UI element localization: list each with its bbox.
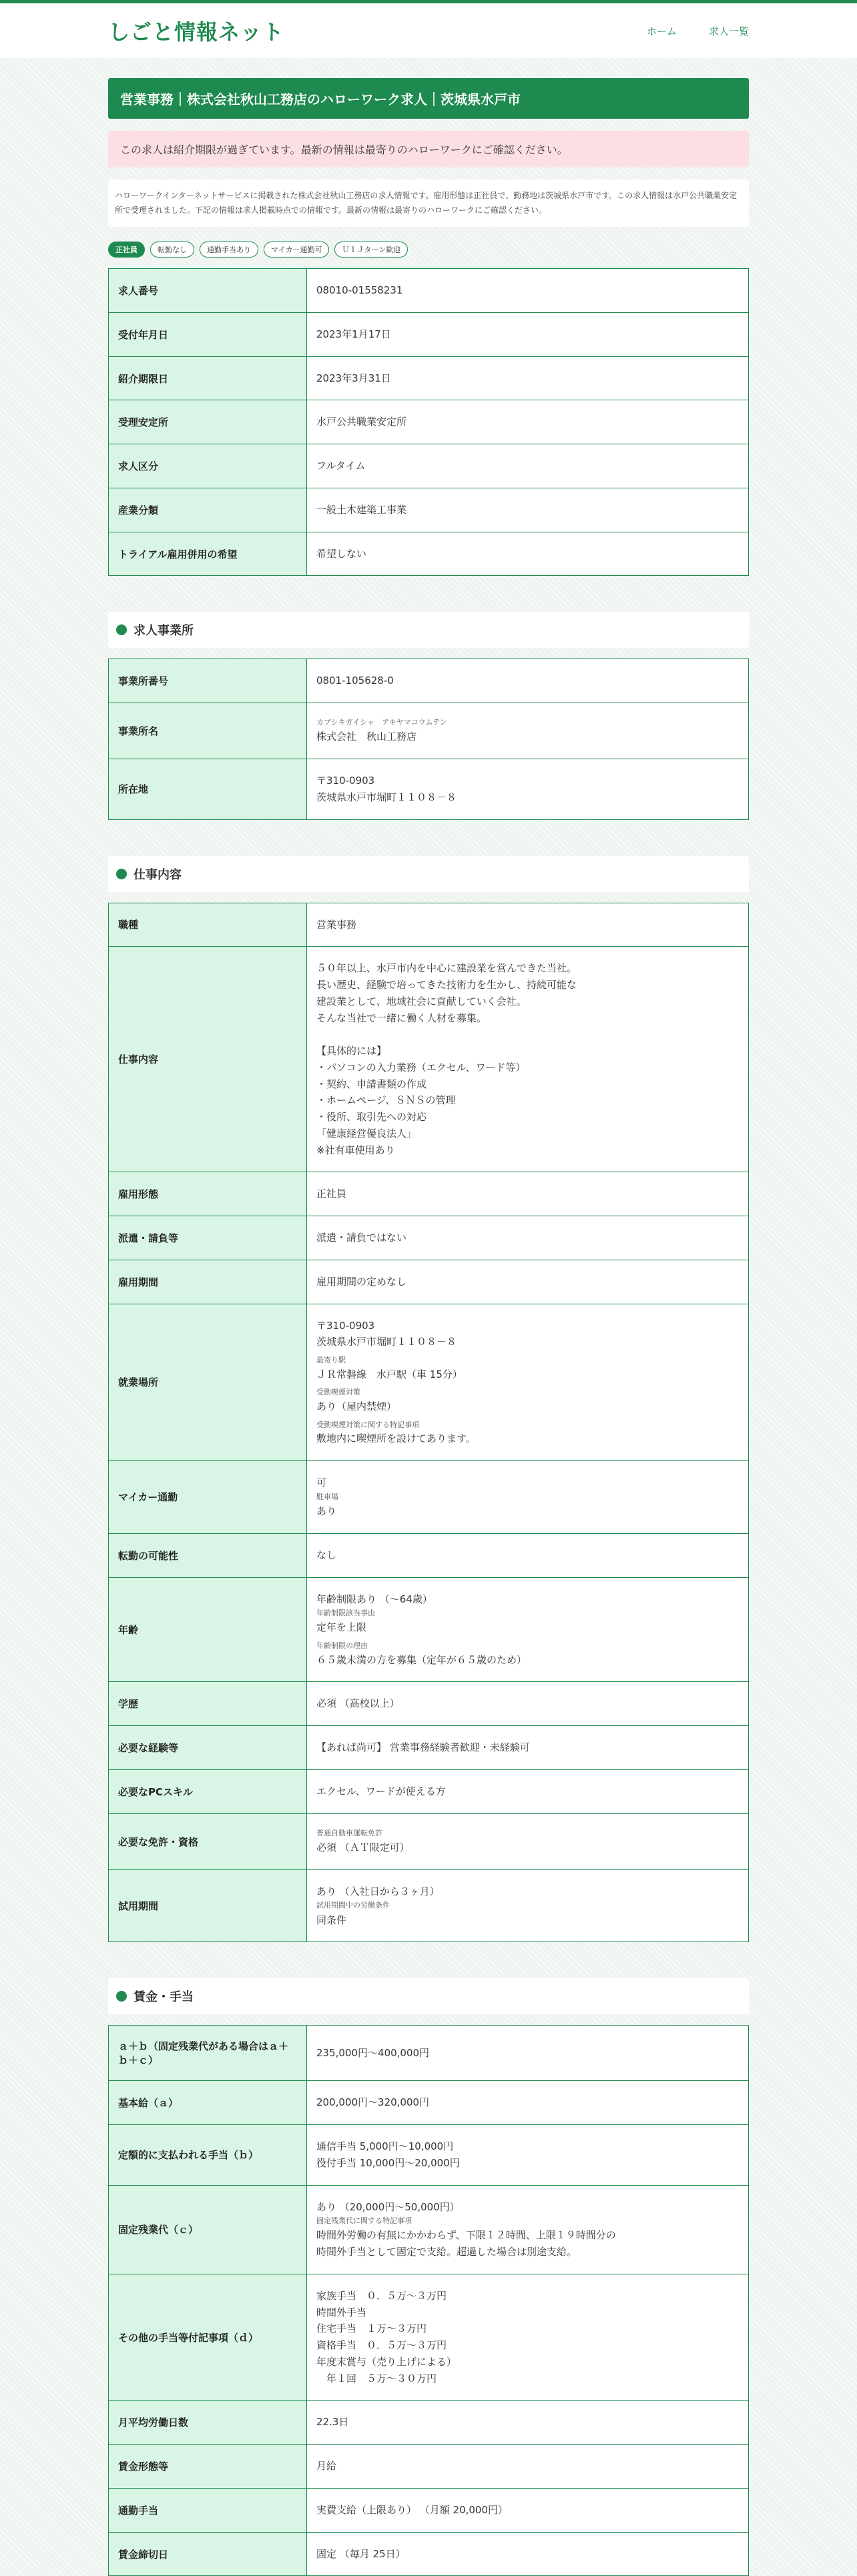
page-title: 営業事務｜株式会社秋山工務店のハローワーク求人｜茨城県水戸市 xyxy=(108,78,749,119)
row-value: 必須 （高校以上） xyxy=(307,1682,749,1726)
row-value: 実費支給（上限あり） （月額 20,000円） xyxy=(307,2488,749,2532)
section-heading-job xyxy=(108,856,749,892)
row-label: マイカー通勤 xyxy=(109,1461,307,1534)
row-label: 試用期間 xyxy=(109,1869,307,1942)
table-row xyxy=(109,1577,749,1682)
trial-conditions: 同条件 xyxy=(316,1913,347,1926)
row-label: 必要な免許・資格 xyxy=(109,1813,307,1869)
row-label: 受付年月日 xyxy=(109,312,307,356)
table-row xyxy=(109,2532,749,2576)
row-label: 事業所名 xyxy=(109,703,307,759)
row-label: ａ＋ｂ（固定残業代がある場合はａ＋ｂ＋ｃ） xyxy=(109,2026,307,2081)
row-value: 営業事務 xyxy=(307,903,749,947)
parking: あり xyxy=(316,1505,337,1517)
row-value xyxy=(307,759,749,820)
age-reason: ６５歳未満の方を募集（定年が６５歳のため） xyxy=(316,1653,527,1666)
address: 茨城県水戸市堀町１１０８－８ xyxy=(316,1336,457,1348)
age-limit: 年齢制限あり （～64歳） xyxy=(316,1593,433,1605)
row-value xyxy=(307,1461,749,1534)
table-row xyxy=(109,659,749,703)
row-label: 紹介期限日 xyxy=(109,356,307,400)
row-label: 雇用期間 xyxy=(109,1260,307,1304)
row-value: 雇用期間の定めなし xyxy=(307,1260,749,1304)
job-description: ５０年以上、水戸市内を中心に建設業を営んできた当社。 長い歴史、経験で培ってきた技術力を生かし、持続可能な 建設業として、地域社会に貢献していく会社。 そんな当社で一緒に働く人材を募集。 【具体的には】 ・パソコンの入力業務（エクセル、ワード等） ・契約、申請書類の作成 ・ホームページ、ＳＮＳの管理 ・役所、取引先への対応 「健康経営優良法人」 ※社有車使用あり xyxy=(307,947,749,1172)
row-value: 一般土木建築工事業 xyxy=(307,488,749,532)
sub-label: 固定残業代に関する特記事項 xyxy=(316,2216,412,2226)
notice-text: ハローワークインターネットサービスに掲載された株式会社秋山工務店の求人情報です。雇用形態は正社員で、勤務地は茨城県水戸市です。この求人情報は水戸公共職業安定所で受理されました。下記の情報は求人掲載時点での情報です。最新の情報は最寄りのハローワークにご確認ください。 xyxy=(108,179,749,227)
site-logo[interactable]: しごと情報ネット xyxy=(108,19,285,45)
row-label: 基本給（ａ） xyxy=(109,2081,307,2125)
table-row xyxy=(109,2125,749,2186)
table-row xyxy=(109,1726,749,1770)
table-row xyxy=(109,488,749,532)
tag-badge: 通勤手当あり xyxy=(200,242,258,258)
address: 茨城県水戸市堀町１１０８－８ xyxy=(316,791,457,803)
row-value xyxy=(307,1577,749,1682)
row-value: 0801-105628-0 xyxy=(307,659,749,703)
row-value: 月給 xyxy=(307,2445,749,2489)
bullet-dot-icon xyxy=(116,624,127,635)
smoking-note: 敷地内に喫煙所を設けてあります。 xyxy=(316,1432,476,1445)
postal-code: 〒310-0903 xyxy=(316,1319,375,1332)
office-table xyxy=(108,659,749,819)
row-label: その他の手当等付記事項（ｄ） xyxy=(109,2274,307,2401)
sub-label: 駐車場 xyxy=(316,1492,338,1501)
table-row xyxy=(109,1682,749,1726)
row-label: 必要な経験等 xyxy=(109,1726,307,1770)
table-row xyxy=(109,2401,749,2445)
table-row xyxy=(109,1869,749,1942)
row-value: フルタイム xyxy=(307,444,749,488)
sub-label: 年齢制限該当事由 xyxy=(316,1609,375,1618)
table-row xyxy=(109,759,749,820)
postal-code: 〒310-0903 xyxy=(316,775,375,787)
sub-label: 受動喫煙対策に関する特記事項 xyxy=(316,1420,419,1429)
row-label: 賃金締切日 xyxy=(109,2532,307,2576)
license: 必須 （ＡＴ限定可） xyxy=(316,1841,410,1853)
table-row xyxy=(109,444,749,488)
row-label: 就業場所 xyxy=(109,1304,307,1461)
table-row xyxy=(109,269,749,313)
row-value xyxy=(307,703,749,759)
nav-job-list-link[interactable]: 求人一覧 xyxy=(708,25,749,37)
row-value: 【あれば尚可】 営業事務経験者歓迎・未経験可 xyxy=(307,1726,749,1770)
company-name-kana: カブシキガイシャ アキヤマコウムテン xyxy=(316,718,447,727)
row-value: 派遣・請負ではない xyxy=(307,1216,749,1260)
company-name: 株式会社 秋山工務店 xyxy=(316,731,417,743)
row-value: 水戸公共職業安定所 xyxy=(307,400,749,444)
basic-info-table xyxy=(108,268,749,576)
sub-label: 最寄り駅 xyxy=(316,1356,346,1365)
row-label: 定額的に支払われる手当（ｂ） xyxy=(109,2125,307,2186)
age-case: 定年を上限 xyxy=(316,1621,367,1634)
tag-badge: マイカー通勤可 xyxy=(264,242,329,258)
section-title: 賃金・手当 xyxy=(133,1990,194,2005)
main-nav xyxy=(647,24,749,38)
table-row xyxy=(109,2488,749,2532)
tag-badge: 転勤なし xyxy=(150,242,194,258)
row-label: 必要なPCスキル xyxy=(109,1769,307,1813)
overtime-note: 時間外労働の有無にかかわらず、下限１２時間、上限１９時間分の 時間外手当として固定で支給。超過した場合は別途支給。 xyxy=(316,2229,616,2258)
section-heading-office xyxy=(108,612,749,648)
sub-label: 試用期間中の労働条件 xyxy=(316,1901,390,1910)
row-label: 年齢 xyxy=(109,1577,307,1682)
main-content xyxy=(108,58,749,2576)
row-label: 転勤の可能性 xyxy=(109,1533,307,1577)
tag-badge: ＵＩＪターン歓迎 xyxy=(334,242,408,258)
row-label: トライアル雇用併用の希望 xyxy=(109,532,307,576)
nav-home-link[interactable]: ホーム xyxy=(646,25,677,37)
section-title: 求人事業所 xyxy=(133,624,194,638)
row-label: 所在地 xyxy=(109,759,307,820)
table-row xyxy=(109,903,749,947)
table-row xyxy=(109,2445,749,2489)
row-label: 月平均労働日数 xyxy=(109,2401,307,2445)
row-label: 固定残業代（ｃ） xyxy=(109,2185,307,2274)
table-row xyxy=(109,532,749,576)
row-value: 08010-01558231 xyxy=(307,269,749,313)
row-value: 家族手当 ０．５万～３万円 時間外手当 住宅手当 １万～３万円 資格手当 ０．５万～３万円 年度末賞与（売り上げによる） 年１回 ５万～３０万円 xyxy=(307,2274,749,2401)
section-heading-wage xyxy=(108,1978,749,2014)
row-label: 雇用形態 xyxy=(109,1172,307,1216)
row-value: 200,000円〜320,000円 xyxy=(307,2081,749,2125)
sub-label: 受動喫煙対策 xyxy=(316,1388,360,1397)
table-row xyxy=(109,356,749,400)
table-row xyxy=(109,1461,749,1534)
table-row xyxy=(109,1260,749,1304)
row-value: 22.3日 xyxy=(307,2401,749,2445)
row-label: 学歴 xyxy=(109,1682,307,1726)
table-row xyxy=(109,400,749,444)
bullet-dot-icon xyxy=(116,869,127,879)
fixed-overtime: あり （20,000円〜50,000円） xyxy=(316,2200,460,2213)
row-value: エクセル、ワードが使える方 xyxy=(307,1769,749,1813)
row-value xyxy=(307,1304,749,1461)
row-label: 仕事内容 xyxy=(109,947,307,1172)
table-row xyxy=(109,1813,749,1869)
trial-period: あり （入社日から３ヶ月） xyxy=(316,1885,440,1897)
table-row xyxy=(109,1533,749,1577)
row-label: 求人番号 xyxy=(109,269,307,313)
row-value xyxy=(307,1813,749,1869)
section-title: 仕事内容 xyxy=(133,867,182,882)
row-label: 通勤手当 xyxy=(109,2488,307,2532)
table-row xyxy=(109,2081,749,2125)
top-bar xyxy=(0,3,857,58)
sub-label: 普通自動車運転免許 xyxy=(316,1828,382,1837)
table-row xyxy=(109,2026,749,2081)
row-value xyxy=(307,2185,749,2274)
table-row xyxy=(109,947,749,1172)
job-table xyxy=(108,903,749,1943)
smoking-policy: あり（屋内禁煙） xyxy=(316,1400,397,1413)
row-value xyxy=(307,1869,749,1942)
table-row xyxy=(109,1216,749,1260)
tag-badge: 正社員 xyxy=(108,242,145,258)
row-value: 2023年3月31日 xyxy=(307,356,749,400)
sub-label: 年齢制限の理由 xyxy=(316,1641,368,1651)
table-row xyxy=(109,2274,749,2401)
row-label: 職種 xyxy=(109,903,307,947)
expired-alert: この求人は紹介期限が過ぎています。最新の情報は最寄りのハローワークにご確認ください。 xyxy=(108,131,749,167)
row-value: 固定 （毎月 25日） xyxy=(307,2532,749,2576)
row-value: 通信手当 5,000円〜10,000円 役付手当 10,000円〜20,000円 xyxy=(307,2125,749,2186)
table-row xyxy=(109,1304,749,1461)
row-label: 事業所番号 xyxy=(109,659,307,703)
table-row xyxy=(109,312,749,356)
row-value: なし xyxy=(307,1533,749,1577)
tag-list xyxy=(108,242,749,258)
row-value: 235,000円〜400,000円 xyxy=(307,2026,749,2081)
table-row xyxy=(109,703,749,759)
car-commute: 可 xyxy=(316,1476,327,1489)
wage-table xyxy=(108,2025,749,2576)
row-value: 2023年1月17日 xyxy=(307,312,749,356)
row-label: 派遣・請負等 xyxy=(109,1216,307,1260)
nearest-station: ＪＲ常磐線 水戸駅（車 15分） xyxy=(316,1368,463,1380)
row-value: 正社員 xyxy=(307,1172,749,1216)
row-label: 賃金形態等 xyxy=(109,2445,307,2489)
table-row xyxy=(109,1172,749,1216)
row-label: 求人区分 xyxy=(109,444,307,488)
row-label: 産業分類 xyxy=(109,488,307,532)
row-value: 希望しない xyxy=(307,532,749,576)
row-label: 受理安定所 xyxy=(109,400,307,444)
table-row xyxy=(109,2185,749,2274)
bullet-dot-icon xyxy=(116,1991,127,2002)
table-row xyxy=(109,1769,749,1813)
